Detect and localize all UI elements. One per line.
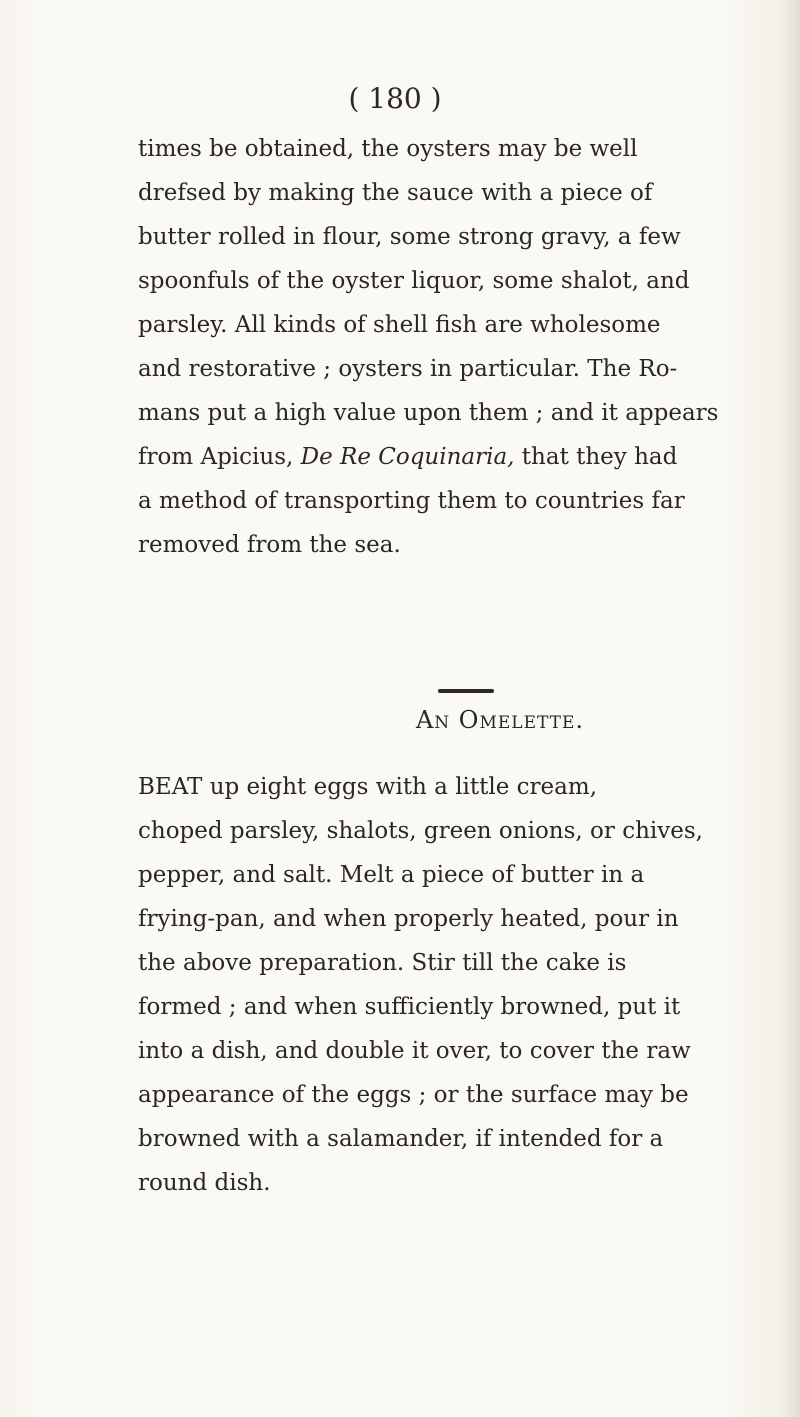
text-line-with-italic-title [138, 435, 794, 479]
text-line: into a dish, and double it over, to cover the raw [138, 1038, 691, 1064]
text-line: spoonfuls of the oyster liquor, some shalot, and [138, 268, 690, 294]
text-line: parsley. All kinds of shell fish are wholesome [138, 312, 661, 338]
text-line: appearance of the eggs ; or the surface may be [138, 1082, 689, 1108]
paragraph-omelette [138, 765, 794, 1205]
section-divider-rule [438, 689, 494, 693]
text-line: and restorative ; oysters in particular. The Ro- [138, 356, 678, 382]
text-line: pepper, and salt. Melt a piece of butter in a [138, 862, 645, 888]
text-line: the above preparation. Stir till the cake is [138, 950, 627, 976]
text-run: from Apicius, [138, 444, 301, 470]
text-line: frying-pan, and when properly heated, pour in [138, 906, 679, 932]
text-line: mans put a high value upon them ; and it appears [138, 400, 719, 426]
page-number: ( 180 ) [348, 82, 442, 115]
paragraph-oysters [138, 127, 794, 567]
text-run: that they had [514, 444, 678, 470]
text-line: drefsed by making the sauce with a piece of [138, 180, 653, 206]
text-line: a method of transporting them to countries far [138, 488, 685, 514]
text-line: choped parsley, shalots, green onions, or chives, [138, 818, 703, 844]
text-line: round dish. [138, 1170, 271, 1196]
section-heading: An Omelette. [415, 706, 585, 734]
text-line: times be obtained, the oysters may be well [138, 136, 638, 162]
text-line: BEAT up eight eggs with a little cream, [138, 774, 598, 800]
text-line: browned with a salamander, if intended for a [138, 1126, 664, 1152]
italic-book-title: De Re Coquinaria, [300, 444, 515, 470]
text-line: formed ; and when sufficiently browned, put it [138, 994, 681, 1020]
text-line: removed from the sea. [138, 532, 401, 558]
text-line: butter rolled in flour, some strong gravy, a few [138, 224, 681, 250]
